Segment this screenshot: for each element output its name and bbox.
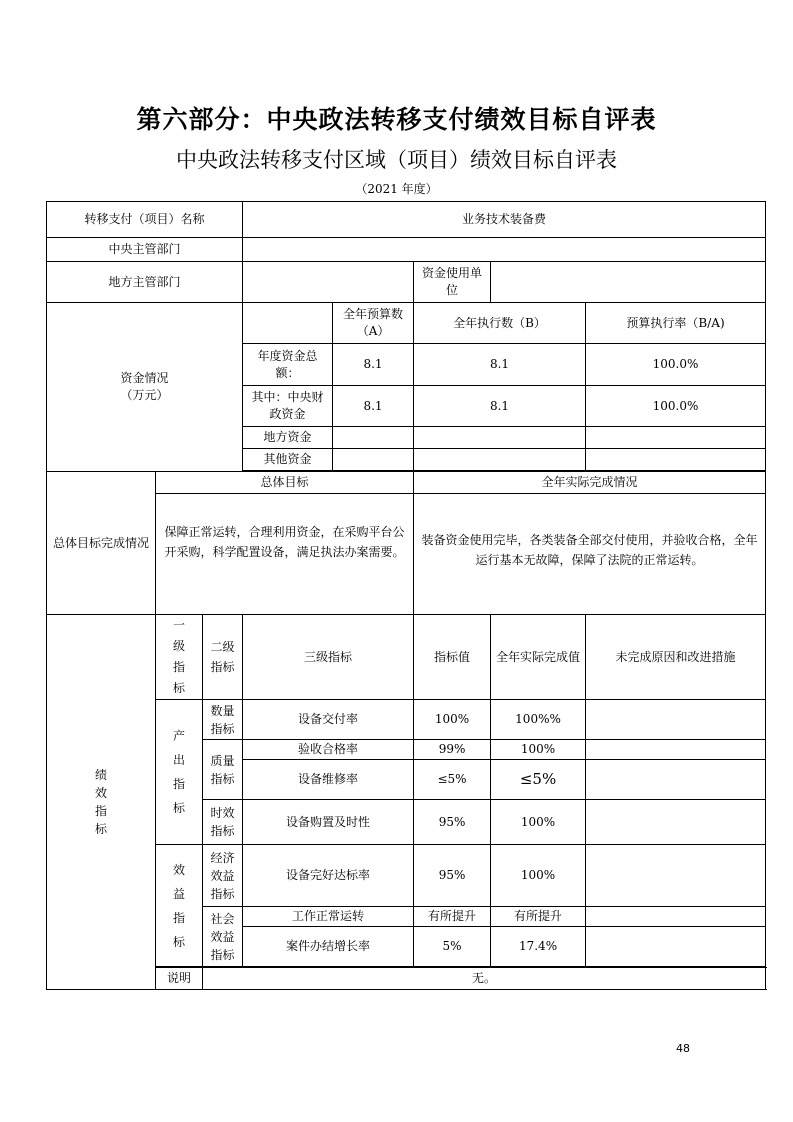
local-dept-label: 地方主管部门 [47, 262, 243, 303]
funds-header-rate: 预算执行率（B/A) [586, 303, 766, 344]
l3-indicator: 设备维修率 [243, 760, 414, 800]
table-row [47, 202, 766, 238]
goal-target-header: 总体目标 [156, 472, 414, 494]
funds-row-b: 8.1 [414, 344, 586, 386]
output-indicator-label: 产出指标 [156, 700, 203, 845]
l2-economic: 经济效益指标 [203, 845, 243, 907]
l2-quantity: 数量指标 [203, 700, 243, 740]
reason-value [586, 800, 766, 845]
name-value: 业务技术装备费 [243, 202, 766, 238]
funds-row-label: 地方资金 [243, 427, 333, 449]
l3-indicator: 工作正常运转 [243, 907, 414, 927]
target-value: 99% [414, 740, 491, 760]
self-evaluation-table [46, 201, 766, 990]
perf-header-l1: 一级指标 [156, 615, 203, 700]
perf-header-reason: 未完成原因和改进措施 [586, 615, 766, 700]
table-row [47, 303, 766, 344]
funds-row-b [414, 427, 586, 449]
name-label: 转移支付（项目）名称 [47, 202, 243, 238]
l3-indicator: 设备交付率 [243, 700, 414, 740]
perf-header-l3: 三级指标 [243, 615, 414, 700]
funds-row-rate: 100.0% [586, 386, 766, 427]
funds-row-label: 其中：中央财政资金 [243, 386, 333, 427]
perf-label: 绩效指标 [47, 615, 156, 990]
funds-header-b: 全年执行数（B） [414, 303, 586, 344]
l2-social: 社会效益指标 [203, 907, 243, 967]
target-value: 100% [414, 700, 491, 740]
perf-header-actual: 全年实际完成值 [491, 615, 586, 700]
funds-row-a: 8.1 [333, 386, 414, 427]
central-dept-value [243, 238, 766, 262]
funds-header-a: 全年预算数（A） [333, 303, 414, 344]
table-row [47, 262, 766, 303]
goal-actual-header: 全年实际完成情况 [414, 472, 766, 494]
l2-timeliness: 时效指标 [203, 800, 243, 845]
page-title: 第六部分：中央政法转移支付绩效目标自评表 [136, 105, 657, 134]
l3-indicator: 案件办结增长率 [243, 927, 414, 967]
table-row [47, 615, 766, 700]
goal-actual-text: 装备资金使用完毕，各类装备全部交付使用，并验收合格，全年运行基本无故障，保障了法院的正常运转。 [414, 494, 766, 615]
target-value: 有所提升 [414, 907, 491, 927]
l3-indicator: 验收合格率 [243, 740, 414, 760]
funds-row-a [333, 427, 414, 449]
central-dept-label: 中央主管部门 [47, 238, 243, 262]
l2-quality: 质量指标 [203, 740, 243, 800]
year-label: （2021 年度） [355, 182, 438, 196]
goal-label: 总体目标完成情况 [47, 472, 156, 615]
actual-value: 100% [491, 740, 586, 760]
reason-value [586, 907, 766, 927]
goal-target-text: 保障正常运转，合理利用资金，在采购平台公开采购，科学配置设备，满足执法办案需要。 [156, 494, 414, 615]
funds-empty-header [243, 303, 333, 344]
benefit-indicator-label: 效益指标 [156, 845, 203, 967]
actual-value: 17.4% [491, 927, 586, 967]
funds-row-rate [586, 449, 766, 471]
funds-row-a: 8.1 [333, 344, 414, 386]
l3-indicator: 设备完好达标率 [243, 845, 414, 907]
actual-value: 100% [491, 845, 586, 907]
table-row [47, 238, 766, 262]
funds-row-label: 年度资金总额： [243, 344, 333, 386]
table-title: 中央政法转移支付区域（项目）绩效目标自评表 [176, 148, 617, 172]
reason-value [586, 740, 766, 760]
local-dept-value [243, 262, 414, 303]
fund-unit-label: 资金使用单位 [414, 262, 491, 303]
perf-header-target: 指标值 [414, 615, 491, 700]
funds-row-rate: 100.0% [586, 344, 766, 386]
l3-indicator: 设备购置及时性 [243, 800, 414, 845]
note-value: 无。 [203, 968, 766, 990]
reason-value [586, 700, 766, 740]
target-value: 95% [414, 845, 491, 907]
target-value: 95% [414, 800, 491, 845]
actual-value: 100%% [491, 700, 586, 740]
perf-header-l2: 二级指标 [203, 615, 243, 700]
funds-row-b: 8.1 [414, 386, 586, 427]
table-row [47, 472, 766, 494]
funds-row-rate [586, 427, 766, 449]
funds-row-a [333, 449, 414, 471]
note-label: 说明 [156, 968, 203, 990]
funds-label: 资金情况 （万元） [47, 303, 243, 472]
page-number: 48 [676, 1042, 690, 1055]
reason-value [586, 760, 766, 800]
target-value: ≤5% [414, 760, 491, 800]
target-value: 5% [414, 927, 491, 967]
reason-value [586, 927, 766, 967]
reason-value [586, 845, 766, 907]
actual-value: 100% [491, 800, 586, 845]
funds-row-b [414, 449, 586, 471]
funds-row-label: 其他资金 [243, 449, 333, 471]
actual-value: 有所提升 [491, 907, 586, 927]
fund-unit-value [491, 262, 766, 303]
actual-value: ≤5% [491, 760, 586, 800]
